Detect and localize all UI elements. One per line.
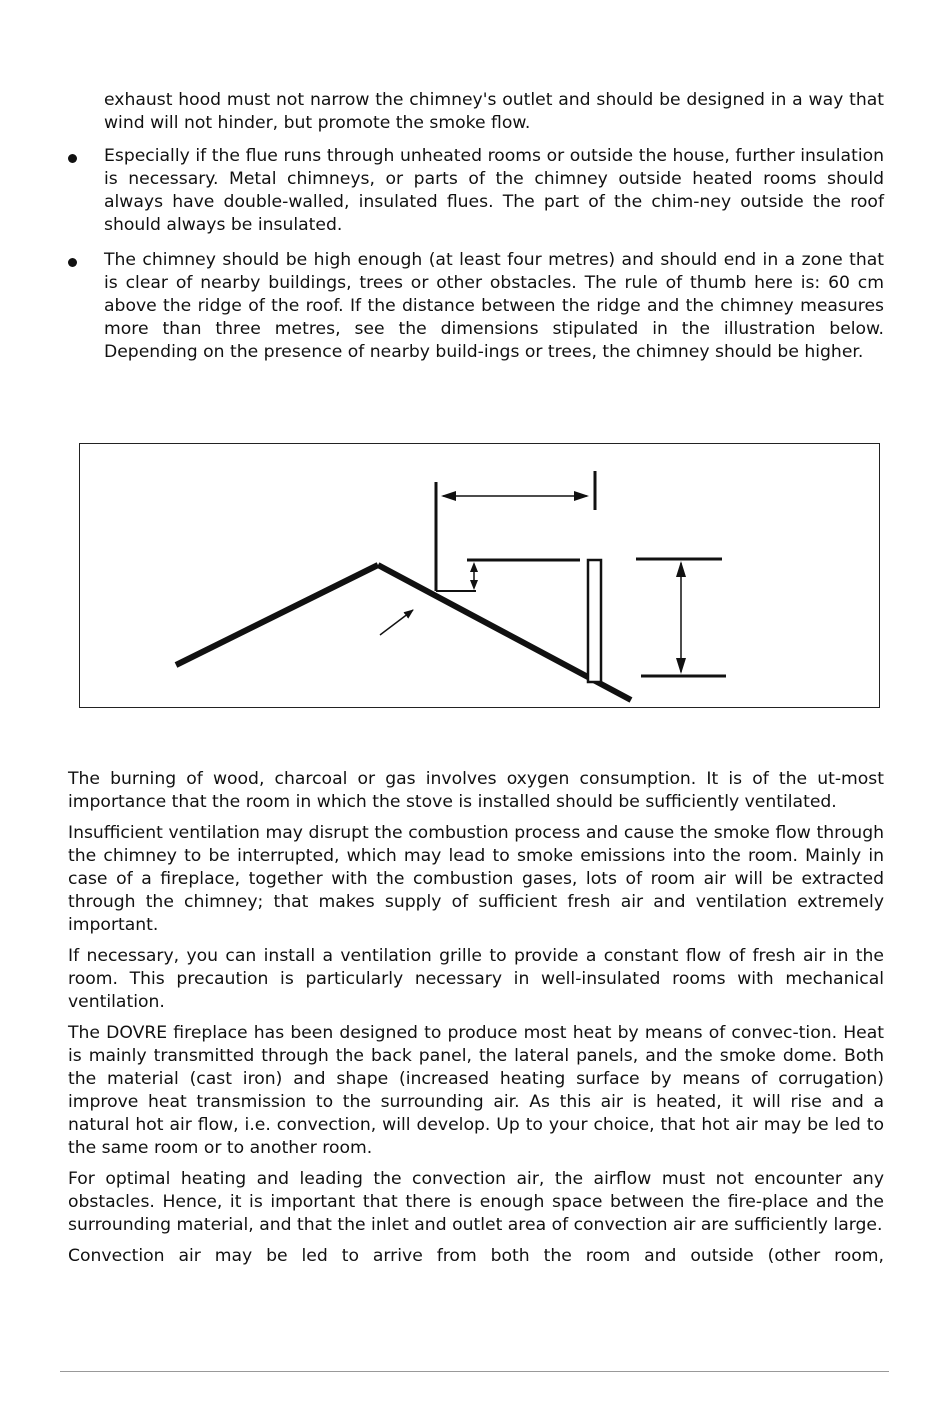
height-dimension-arrow-bottom (676, 658, 686, 674)
body-paragraphs (68, 768, 884, 1276)
footer-divider (60, 1371, 889, 1372)
roof-left-slope (176, 565, 378, 665)
roof-pitch-arrow (380, 610, 413, 635)
small-height-arrow-top (470, 562, 478, 572)
chimney-body (588, 560, 601, 682)
diagram-svg (80, 444, 881, 709)
bullet-icon (68, 258, 77, 267)
paragraph-convection: The DOVRE fireplace has been designed to produce most heat by means of convec-tion. Heat is mainly transmitted through the back panel, the lateral panels, and the smoke dome. Both the material (cast iron) and shape (increased heating surface by means of corrugation) improve heat transmission to the surrounding air. As this air is heated, it will rise and a natural hot air flow, i.e. convection, will develop. Up to your choice, that hot air may be led to the same room or to another room. (68, 1023, 884, 1158)
distance-arrow-left-head (441, 491, 456, 501)
paragraph-convection-source: Convection air may be led to arrive from both the room and outside (other room, (68, 1246, 884, 1266)
bullet-text: The chimney should be high enough (at least four metres) and should end in a zone that is clear of nearby buildings, trees or other obstacles. The rule of thumb here is: 60 cm above the ridge of the roof. If the distance between the ridge and the chimney measures more than three metres, see the dimensions stipulated in the illustration below. Depending on the presence of nearby build-ings or trees, the chimney should be higher. (104, 250, 884, 362)
bullet-item-insulation (68, 145, 884, 237)
bullet-text: Especially if the flue runs through unheated rooms or outside the house, further insulation is necessary. Metal chimneys, or parts of the chimney outside heated rooms should always have double-walled, insulated flues. The part of the chim-ney outside the roof should always be insulated. (104, 146, 884, 235)
small-height-arrow-bottom (470, 580, 478, 590)
height-dimension-arrow-top (676, 561, 686, 577)
continuation-text: exhaust hood must not narrow the chimney's outlet and should be designed in a way that wind will not hinder, but promote the smoke flow. (104, 90, 884, 133)
bullet-item-chimney-height (68, 249, 884, 364)
distance-arrow-right-head (574, 491, 589, 501)
paragraph-oxygen: The burning of wood, charcoal or gas involves oxygen consumption. It is of the ut-most importance that the room in which the stove is installed should be sufficiently ventilated. (68, 769, 884, 812)
bullet-list (68, 145, 884, 376)
paragraph-airflow: For optimal heating and leading the convection air, the airflow must not encounter any obstacles. Hence, it is important that there is enough space between the fire-place and the surrounding material, and that the inlet and outlet area of convection air are sufficiently large. (68, 1169, 884, 1235)
paragraph-ventilation: Insufficient ventilation may disrupt the combustion process and cause the smoke flow through the chimney to be interrupted, which may lead to smoke emissions into the room. Mainly in case of a fireplace, together with the combustion gases, lots of room air will be extracted through the chimney; that makes supply of sufficient fresh air and ventilation extremely important. (68, 823, 884, 935)
paragraph-grille: If necessary, you can install a ventilation grille to provide a constant flow of fresh air in the room. This precaution is particularly necessary in well-insulated rooms with mechanical ventilation. (68, 946, 884, 1012)
bullet-icon (68, 154, 77, 163)
chimney-roof-diagram (79, 443, 880, 708)
